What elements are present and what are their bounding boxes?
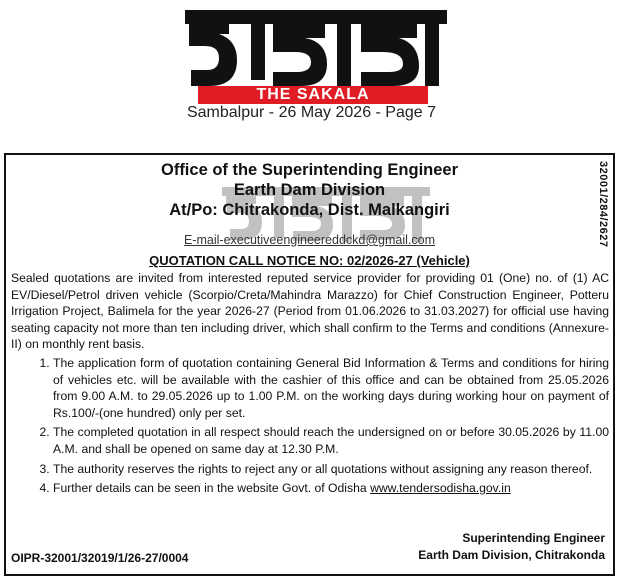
- quotation-notice: [4, 153, 615, 576]
- side-reference: 32001/284/2627: [597, 161, 609, 248]
- masthead-ribbon: THE SAKALA: [198, 86, 428, 104]
- division-title: Earth Dam Division: [233, 181, 386, 199]
- address-title: At/Po: Chitrakonda, Dist. Malkangiri: [169, 201, 450, 219]
- quotation-number: QUOTATION CALL NOTICE NO: 02/2026-27 (Vehicle): [149, 253, 470, 268]
- oipr-number: OIPR-32001/32019/1/26-27/0004: [11, 551, 189, 565]
- list-item: 4. Further details can be seen in the website Govt. of Odisha www.tendersodisha.gov.in: [53, 480, 609, 497]
- office-email: E-mail-executiveengineereddckd@gmail.com: [184, 233, 435, 247]
- list-item: 3. The authority reserves the rights to reject any or all quotations without assigning any reason thereof.: [53, 461, 609, 478]
- conditions-list: [11, 355, 609, 497]
- list-item: 1. The application form of quotation containing General Bid Information & Terms and conditions for hiring of vehicles etc. will be available with the cashier of this office and can be obtained from 25.05.2026 from 9.00 A.M. to 29.05.2026 up to 1.00 P.M. on the working days during working hour on payment of Rs.100/-(one hundred) only per set.: [53, 355, 609, 421]
- signatory-division: Earth Dam Division, Chitrakonda: [418, 548, 605, 562]
- notice-body: [11, 270, 609, 500]
- newspaper-masthead: [0, 0, 623, 130]
- list-item: 2. The completed quotation in all respect should reach the undersigned on or before 30.05.2026 by 11.00 A.M. and shall be opened on same day at 12.30 P.M.: [53, 424, 609, 457]
- edition-dateline: Sambalpur - 26 May 2026 - Page 7: [186, 104, 437, 121]
- signature-block: [418, 530, 605, 564]
- intro-paragraph: Sealed quotations are invited from interested reputed service provider for providing 01 (One) no. of (1) AC EV/Diesel/Petrol driven vehicle (Scorpio/Creta/Mahindra Marazzo) for Chief Construction Engineer, Potteru Irrigation Project, Balimela for the year 2026-27 (Period from 01.06.2026 to 31.03.2027) for official use having seating capacity not more than ten including driver, which shall confirm to the Terms and conditions (Annexure-II) on monthly rent basis.: [11, 271, 609, 352]
- signatory-title: Superintending Engineer: [462, 531, 605, 545]
- tender-website-link[interactable]: www.tendersodisha.gov.in: [370, 481, 511, 496]
- office-title: Office of the Superintending Engineer: [160, 161, 459, 179]
